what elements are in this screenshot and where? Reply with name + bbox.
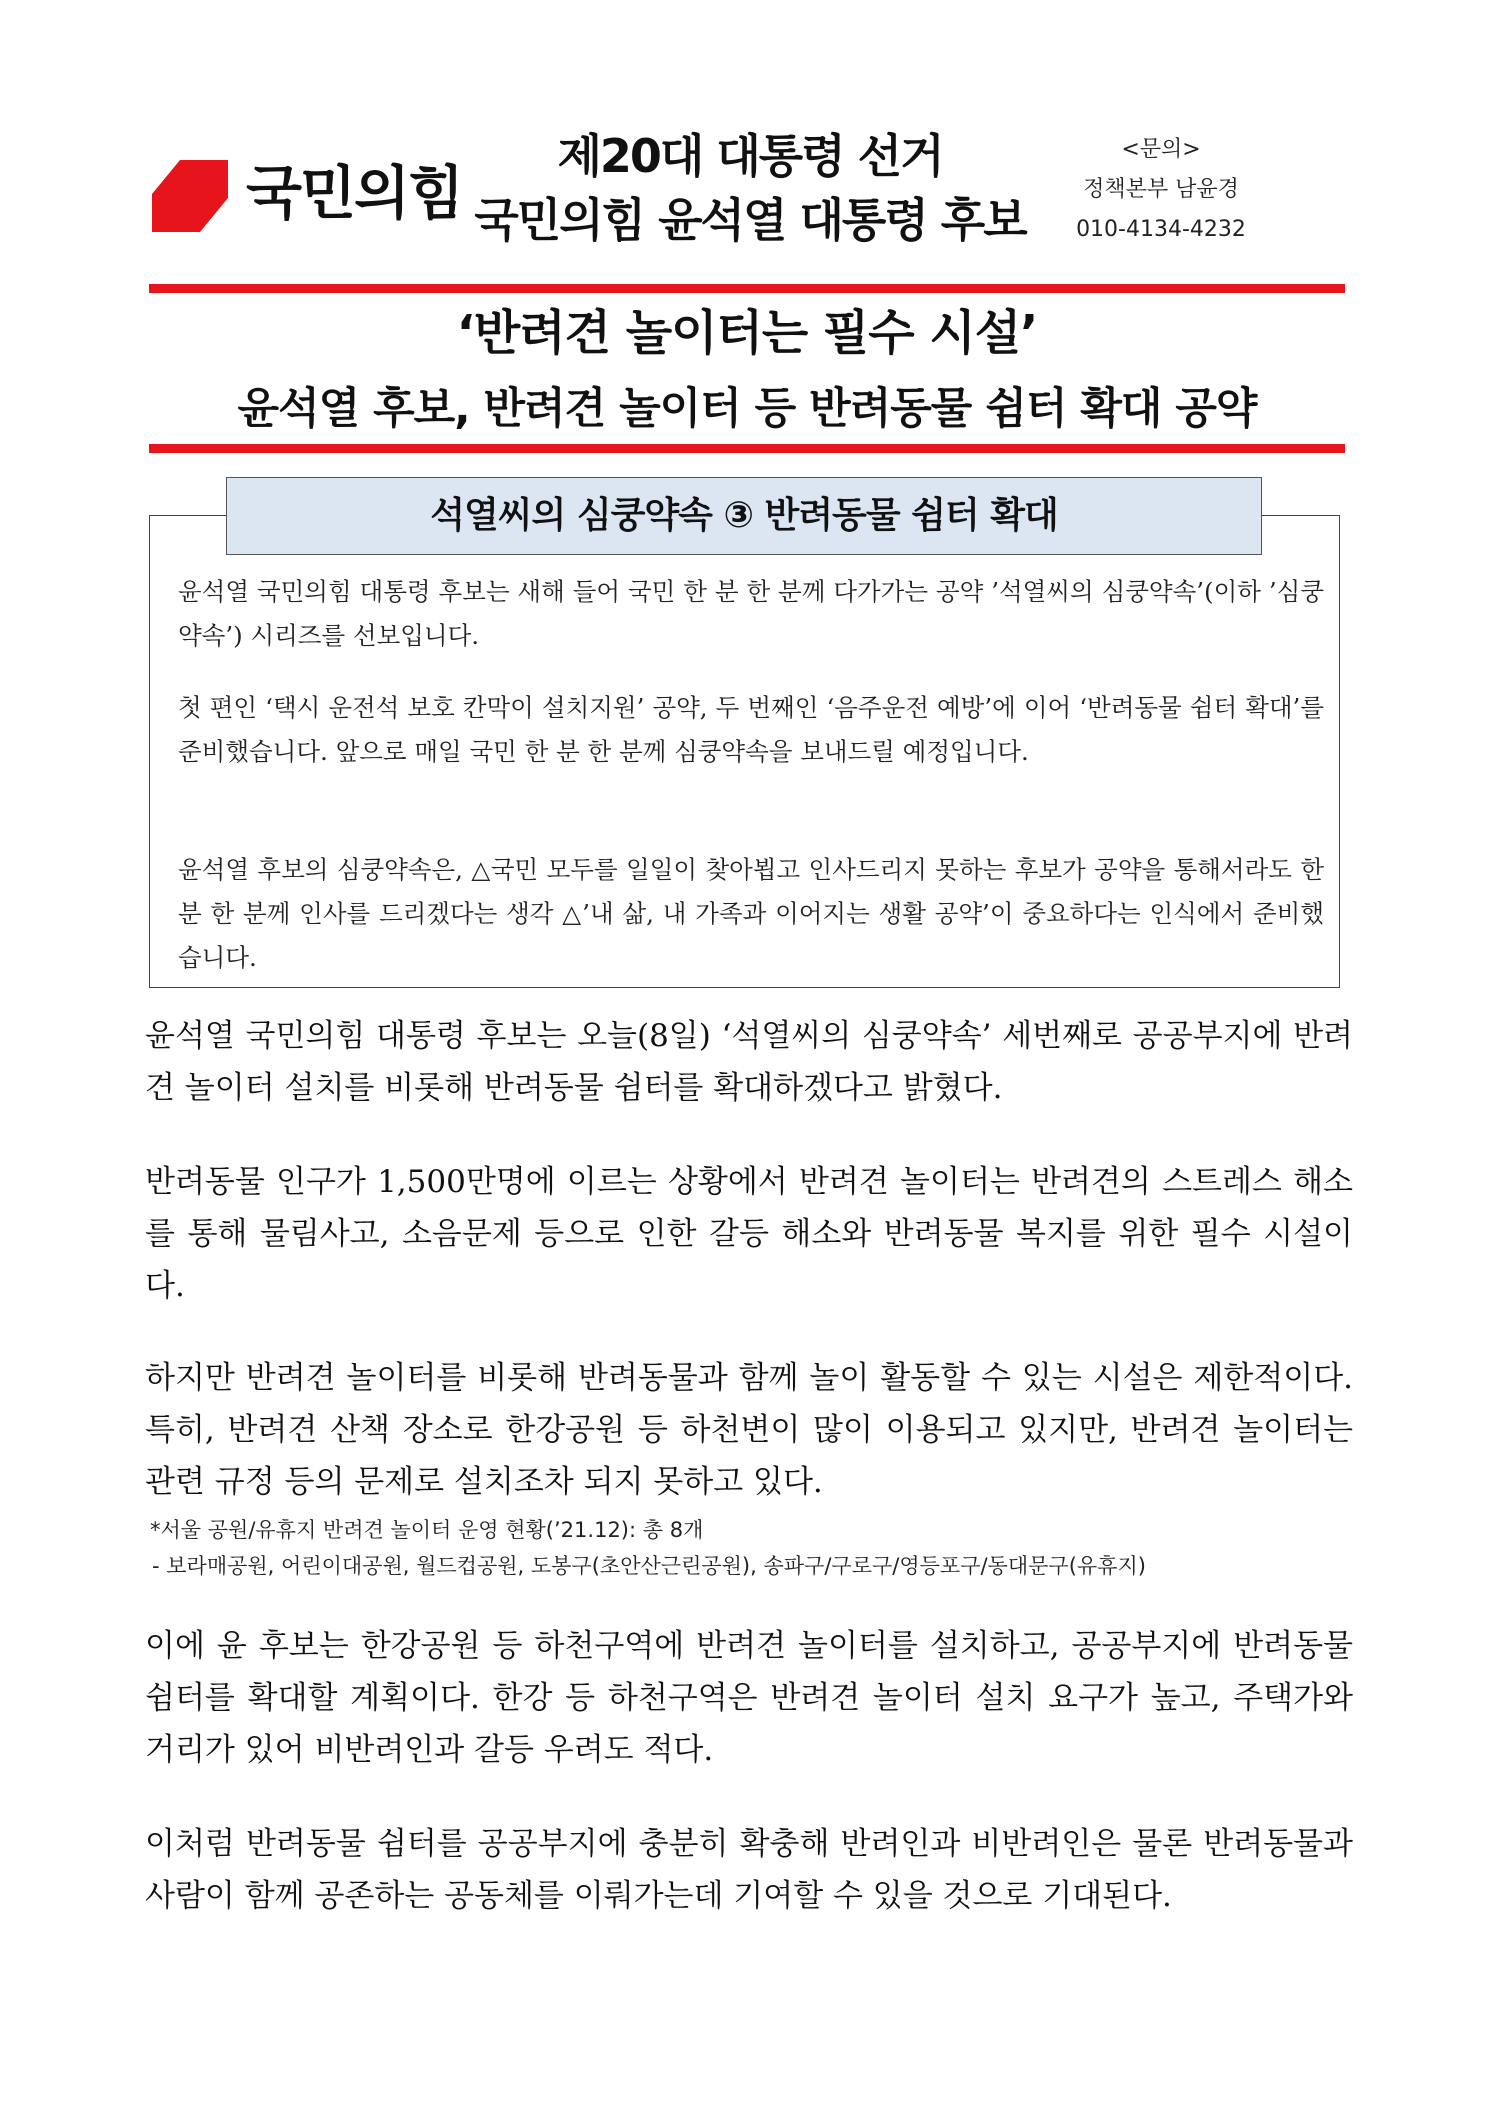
body-paragraph-5: 이처럼 반려동물 쉼터를 공공부지에 충분히 확충해 반려인과 비반려인은 물론 반려동물과 사람이 함께 공존하는 공동체를 이뤄가는데 기여할 수 있을 것으로 기대된다. — [145, 1826, 1353, 1914]
body-paragraph-1: 윤석열 국민의힘 대통령 후보는 오늘(8일) ‘석열씨의 심쿵약속’ 세번째로 공공부지에 반려견 놀이터 설치를 비롯해 반려동물 쉼터를 확대하겠다고 밝혔다. — [145, 1018, 1353, 1106]
body-paragraph-4: 이에 윤 후보는 한강공원 등 하천구역에 반려견 놀이터를 설치하고, 공공부지에 반려동물 쉼터를 확대할 계획이다. 한강 등 하천구역은 반려견 놀이터 설치 요구가 높고, 주택가와 거리가 있어 비반려인과 갈등 우려도 적다. — [145, 1628, 1353, 1768]
party-logo-mark-icon — [152, 160, 228, 232]
title-bottom-rule — [149, 444, 1345, 453]
contact-info — [1048, 130, 1274, 250]
intro-paragraph-2: 첫 편인 ‘택시 운전석 보호 칸막이 설치지원’ 공약, 두 번째인 ‘음주운전 예방’에 이어 ‘반려동물 쉼터 확대’를 준비했습니다. 앞으로 매일 국민 한 분 한 분께 심쿵약속을 보내드릴 예정입니다. — [178, 693, 1324, 766]
main-headline: ‘반려견 놀이터는 필수 시설’ — [456, 305, 1038, 361]
body-paragraph-2: 반려동물 인구가 1,500만명에 이르는 상황에서 반려견 놀이터는 반려견의 스트레스 해소를 통해 물림사고, 소음문제 등으로 인한 갈등 해소와 반려동물 복지를 위한 필수 시설이다. — [145, 1164, 1353, 1304]
footnote-title: *서울 공원/유휴지 반려견 놀이터 운영 현황(’21.12): 총 8개 — [150, 1518, 704, 1542]
intro-box-heading: 석열씨의 심쿵약속 ③ 반려동물 쉼터 확대 — [226, 477, 1262, 555]
election-title: 제20대 대통령 선거 — [557, 129, 943, 183]
sub-headline: 윤석열 후보, 반려견 놀이터 등 반려동물 쉼터 확대 공약 — [237, 384, 1257, 434]
party-logo-text: 국민의힘 — [246, 159, 463, 227]
title-top-rule — [149, 284, 1345, 293]
footnote-list: - 보라매공원, 어린이대공원, 월드컵공원, 도봉구(초안산근린공원), 송파구/구로구/영등포구/동대문구(유휴지) — [152, 1554, 1146, 1578]
contact-label: <문의> — [1121, 137, 1201, 162]
candidate-title: 국민의힘 윤석열 대통령 후보 — [474, 193, 1026, 247]
election-heading — [470, 124, 1030, 252]
party-logo — [152, 152, 482, 238]
contact-phone: 010-4134-4232 — [1076, 217, 1246, 242]
contact-department: 정책본부 남윤경 — [1083, 177, 1239, 202]
intro-paragraph-1: 윤석열 국민의힘 대통령 후보는 새해 들어 국민 한 분 한 분께 다가가는 공약 ’석열씨의 심쿵약속’(이하 ’심쿵약속’) 시리즈를 선보입니다. — [178, 577, 1324, 650]
body-paragraph-3: 하지만 반려견 놀이터를 비롯해 반려동물과 함께 놀이 활동할 수 있는 시설은 제한적이다. 특히, 반려견 산책 장소로 한강공원 등 하천변이 많이 이용되고 있지만, 반려견 놀이터는 관련 규정 등의 문제로 설치조차 되지 못하고 있다. — [145, 1360, 1353, 1500]
intro-paragraph-3: 윤석열 후보의 심쿵약속은, △국민 모두를 일일이 찾아뵙고 인사드리지 못하는 후보가 공약을 통해서라도 한 분 한 분께 인사를 드리겠다는 생각 △’내 삶, 내 가족과 이어지는 생활 공약’이 중요하다는 인식에서 준비했습니다. — [178, 855, 1324, 972]
